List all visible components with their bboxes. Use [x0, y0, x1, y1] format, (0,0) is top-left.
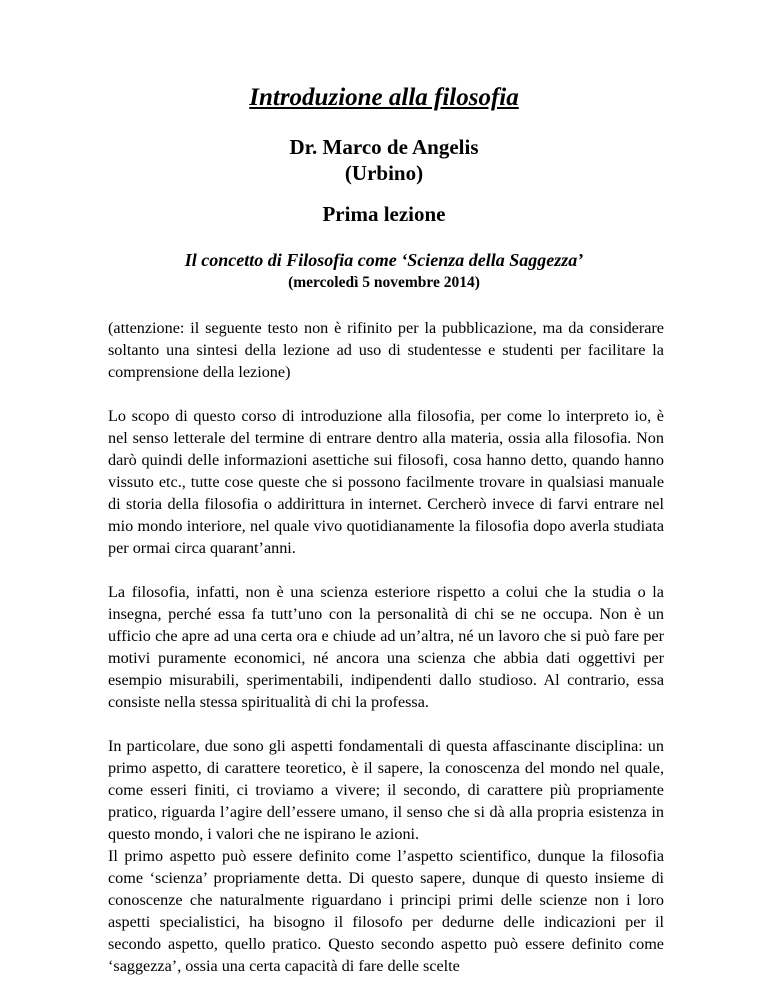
document-title: Introduzione alla filosofia	[249, 84, 519, 111]
author-place: (Urbino)	[344, 161, 424, 185]
paragraph: In particolare, due sono gli aspetti fondamentali di questa affascinante disciplina: un primo aspetto, di carattere teoretico, è il sapere, la conoscenza del mondo nel quale, come esseri finiti, ci troviamo a vivere; il secondo, di carattere più propriamente pratico, riguarda l’agire dell’essere umano, il senso che si dà alla propria esistenza in questo mondo, i valori che ne ispirano le azioni.	[108, 737, 664, 843]
author-block	[0, 134, 768, 186]
paragraph: Il primo aspetto può essere definito come l’aspetto scientifico, dunque la filosofia come ‘scienza’ propriamente detta. Di questo sapere, dunque di questo insieme di conoscenze che naturalmente riguardano i principi primi delle scienze non i loro aspetti specialistici, ha bisogno il filosofo per dedurne delle indicazioni per il secondo aspetto, quello pratico. Questo secondo aspetto può essere definito come ‘saggezza’, ossia una certa capacità di fare delle scelte	[108, 847, 664, 975]
author-name: Dr. Marco de Angelis	[289, 135, 479, 159]
paragraph: La filosofia, infatti, non è una scienza esteriore rispetto a colui che la studia o la insegna, perché essa fa tutt’uno con la personalità di chi se ne occupa. Non è un ufficio che apre ad una certa ora e chiude ad un’altra, né un lavoro che si può fare per motivi puramente economici, né ancora una scienza che abbia dati oggettivi per esempio misurabili, sperimentabili, indipendenti dallo studioso. Al contrario, essa consiste nella stessa spiritualità di chi la professa.	[108, 583, 664, 711]
paragraph: Lo scopo di questo corso di introduzione alla filosofia, per come lo interpreto io, è nel senso letterale del termine di entrare dentro alla materia, ossia alla filosofia. Non darò quindi delle informazioni asettiche sui filosofi, cosa hanno detto, quando hanno vissuto etc., tutte cose queste che si possono facilmente trovare in qualsiasi manuale di storia della filosofia o addirittura in internet. Cercherò invece di farvi entrare nel mio mondo interiore, nel quale vivo quotidianamente la filosofia dopo averla studiata per ormai circa quarant’anni.	[108, 407, 664, 557]
lesson-subtitle: Il concetto di Filosofia come ‘Scienza della Saggezza’	[184, 250, 584, 270]
body-text	[108, 317, 664, 977]
lesson-heading: Prima lezione	[322, 202, 446, 226]
paragraph-note: (attenzione: il seguente testo non è rifinito per la pubblicazione, ma da considerare soltanto una sintesi della lezione ad uso di studentesse e studenti per facilitare la comprensione della lezione)	[108, 319, 664, 381]
lesson-date: (mercoledì 5 novembre 2014)	[288, 274, 480, 291]
